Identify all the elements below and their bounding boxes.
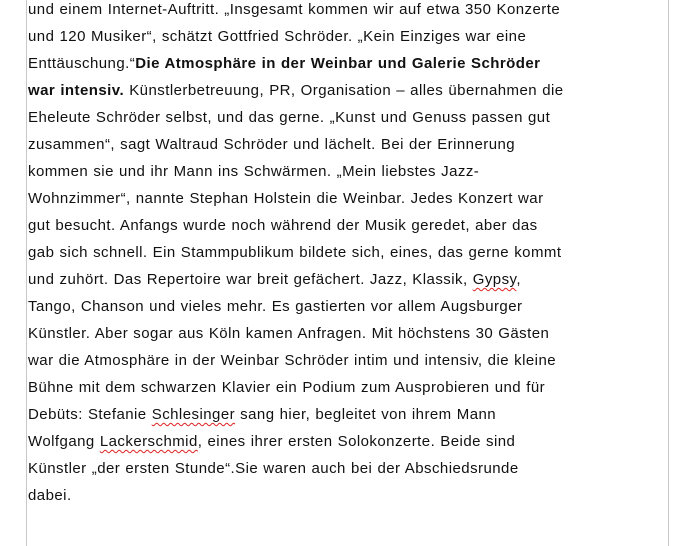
text-line: dabei. — [28, 487, 72, 504]
text-line: zusammen“, sagt Waltraud Schröder und lächelt. Bei der Erinnerung — [28, 136, 516, 153]
text-line: kommen sie und ihr Mann ins Schwärmen. „Mein liebstes Jazz- — [28, 163, 480, 180]
text-line: war die Atmosphäre in der Weinbar Schröder intim und intensiv, die kleine — [28, 352, 557, 369]
spelling-error-word[interactable]: Schlesinger — [151, 406, 236, 423]
text-run: , — [516, 271, 521, 288]
text-line: Wohnzimmer“, nannte Stephan Holstein die Weinbar. Jedes Konzert war — [28, 190, 544, 207]
document-body[interactable] — [28, 0, 658, 514]
right-margin-line — [668, 0, 669, 546]
spelling-error-word[interactable]: Lackerschmid — [99, 433, 198, 450]
text-run: und zuhört. Das Repertoire war breit gefächert. Jazz, Klassik, — [28, 271, 473, 288]
text-line: Künstler. Aber sogar aus Köln kamen Anfragen. Mit höchstens 30 Gästen — [28, 325, 550, 342]
text-line: und 120 Musiker“, schätzt Gottfried Schröder. „Kein Einziges war eine — [28, 28, 527, 45]
text-run: sang hier, begleitet von ihrem Mann — [235, 406, 497, 423]
left-margin-line — [26, 0, 27, 546]
text-run: Künstlerbetreuung, PR, Organisation – alles übernahmen die — [124, 82, 564, 99]
text-run: Debüts: Stefanie — [28, 406, 152, 423]
text-line — [28, 82, 658, 109]
text-line — [28, 406, 658, 433]
text-line: gab sich schnell. Ein Stammpublikum bildete sich, eines, das gerne kommt — [28, 244, 562, 261]
text-run: Wolfgang — [28, 433, 100, 450]
text-line — [28, 271, 658, 298]
text-run: , eines ihrer ersten Solokonzerte. Beide sind — [197, 433, 516, 450]
text-line: und einem Internet-Auftritt. „Insgesamt kommen wir auf etwa 350 Konzerte — [28, 1, 561, 18]
text-line: gut besucht. Anfangs wurde noch während der Musik geredet, aber das — [28, 217, 538, 234]
text-run: Enttäuschung.“ — [28, 55, 136, 72]
bold-text-run: Die Atmosphäre in der Weinbar und Galerie Schröder — [135, 55, 541, 72]
spelling-error-word[interactable]: Gypsy — [472, 271, 517, 288]
text-line — [28, 55, 658, 82]
bold-text-run: war intensiv. — [28, 82, 125, 99]
text-line — [28, 433, 658, 460]
text-line: Künstler „der ersten Stunde“.Sie waren auch bei der Abschiedsrunde — [28, 460, 519, 477]
text-line: Bühne mit dem schwarzen Klavier ein Podium zum Ausprobieren und für — [28, 379, 546, 396]
text-line: Tango, Chanson und vieles mehr. Es gastierten vor allem Augsburger — [28, 298, 523, 315]
text-line: Eheleute Schröder selbst, und das gerne. „Kunst und Genuss passen gut — [28, 109, 551, 126]
